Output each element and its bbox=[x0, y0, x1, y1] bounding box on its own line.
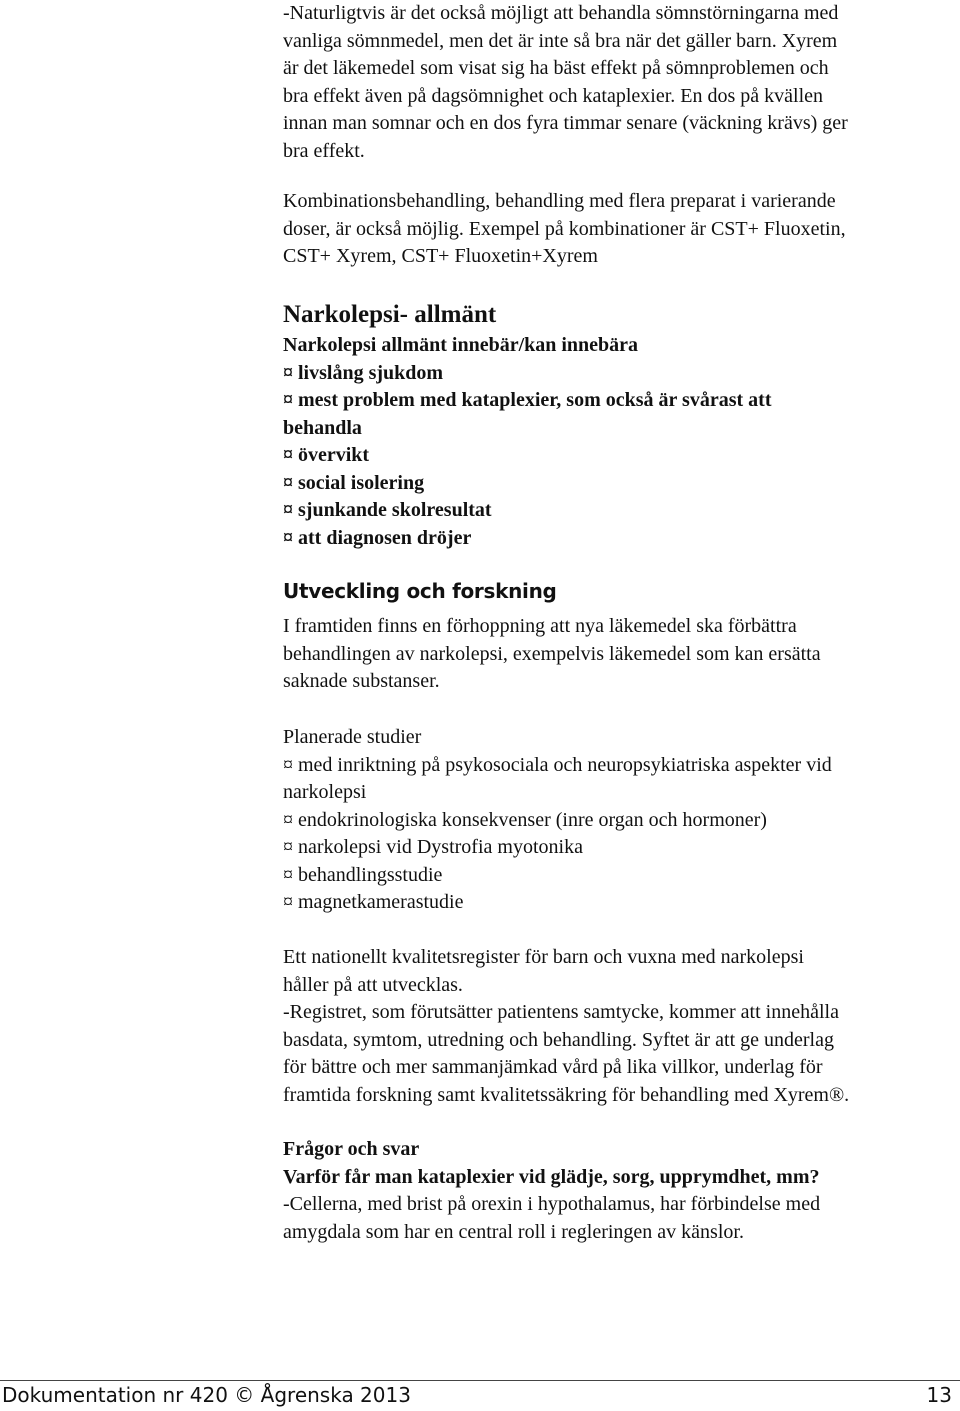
text-line: vanliga sömnmedel, men det är inte så bra när det gäller barn. Xyrem bbox=[283, 29, 838, 52]
list-item: behandla bbox=[283, 416, 362, 439]
planned-studies bbox=[283, 724, 832, 917]
section-heading: Narkolepsi- allmänt bbox=[283, 301, 497, 328]
list-item: ¤ social isolering bbox=[283, 471, 425, 494]
page-footer bbox=[0, 1380, 960, 1407]
section-intro: Narkolepsi allmänt innebär/kan innebära bbox=[283, 334, 639, 356]
text-line: -Naturligtvis är det också möjligt att behandla sömnstörningarna med bbox=[283, 2, 839, 24]
qa-answer-line: amygdala som har en central roll i regleringen av känslor. bbox=[283, 1220, 744, 1243]
text-line: saknade substanser. bbox=[283, 670, 440, 692]
list-item: ¤ övervikt bbox=[283, 444, 370, 466]
text-line: bra effekt även på dagsömnighet och kataplexier. En dos på kvällen bbox=[283, 84, 823, 107]
qa-answer-line: -Cellerna, med brist på orexin i hypothalamus, har förbindelse med bbox=[283, 1193, 821, 1215]
text-line: I framtiden finns en förhoppning att nya läkemedel ska förbättra bbox=[283, 615, 797, 637]
text-line: -Registret, som förutsätter patientens samtycke, kommer att innehålla bbox=[283, 1001, 839, 1023]
studies-intro: Planerade studier bbox=[283, 726, 422, 748]
qa-question: Varför får man kataplexier vid glädje, sorg, upprymdhet, mm? bbox=[283, 1165, 820, 1188]
footer-documentation-label: Dokumentation nr 420 © Ågrenska 2013 bbox=[2, 1383, 411, 1407]
paragraph-sleep-medication bbox=[283, 0, 848, 165]
section-utveckling-forskning bbox=[283, 576, 821, 696]
list-item: ¤ mest problem med kataplexier, som också är svårast att bbox=[283, 389, 772, 411]
qa-section bbox=[283, 1136, 820, 1246]
list-item: ¤ sjunkande skolresultat bbox=[283, 499, 492, 521]
list-item: ¤ narkolepsi vid Dystrofia myotonika bbox=[283, 836, 583, 858]
text-line: behandlingen av narkolepsi, exempelvis läkemedel som kan ersätta bbox=[283, 642, 821, 665]
section-narkolepsi-allmant bbox=[283, 300, 771, 552]
list-item: ¤ magnetkamerastudie bbox=[283, 891, 464, 913]
text-line: för bättre och mer sammanjämkad vård på lika villkor, underlag för bbox=[283, 1056, 823, 1078]
text-line: basdata, symtom, utredning och behandling. Syftet är att ge underlag bbox=[283, 1028, 834, 1051]
text-line: framtida forskning samt kvalitetssäkring för behandling med Xyrem®. bbox=[283, 1083, 850, 1106]
qa-heading: Frågor och svar bbox=[283, 1138, 420, 1160]
page-number: 13 bbox=[926, 1383, 952, 1407]
text-line: är det läkemedel som visat sig ha bäst effekt på sömnproblemen och bbox=[283, 57, 829, 79]
text-line: doser, är också möjlig. Exempel på kombinationer är CST+ Fluoxetin, bbox=[283, 217, 846, 240]
text-line: innan man somnar och en dos fyra timmar senare (väckning krävs) ger bbox=[283, 112, 848, 134]
section-heading: Utveckling och forskning bbox=[283, 579, 557, 603]
text-line: CST+ Xyrem, CST+ Fluoxetin+Xyrem bbox=[283, 245, 598, 267]
list-item: ¤ behandlingsstudie bbox=[283, 863, 443, 886]
list-item: ¤ med inriktning på psykosociala och neuropsykiatriska aspekter vid bbox=[283, 753, 832, 776]
text-line: håller på att utvecklas. bbox=[283, 973, 463, 996]
text-line: Ett nationellt kvalitetsregister för barn och vuxna med narkolepsi bbox=[283, 946, 804, 968]
text-line: Kombinationsbehandling, behandling med flera preparat i varierande bbox=[283, 190, 836, 212]
text-line: bra effekt. bbox=[283, 139, 365, 162]
list-item: ¤ endokrinologiska konsekvenser (inre organ och hormoner) bbox=[283, 808, 767, 831]
list-item: ¤ livslång sjukdom bbox=[283, 361, 444, 384]
quality-register bbox=[283, 944, 849, 1109]
list-item: narkolepsi bbox=[283, 781, 367, 803]
list-item: ¤ att diagnosen dröjer bbox=[283, 526, 472, 549]
paragraph-combination-treatment bbox=[283, 188, 846, 271]
